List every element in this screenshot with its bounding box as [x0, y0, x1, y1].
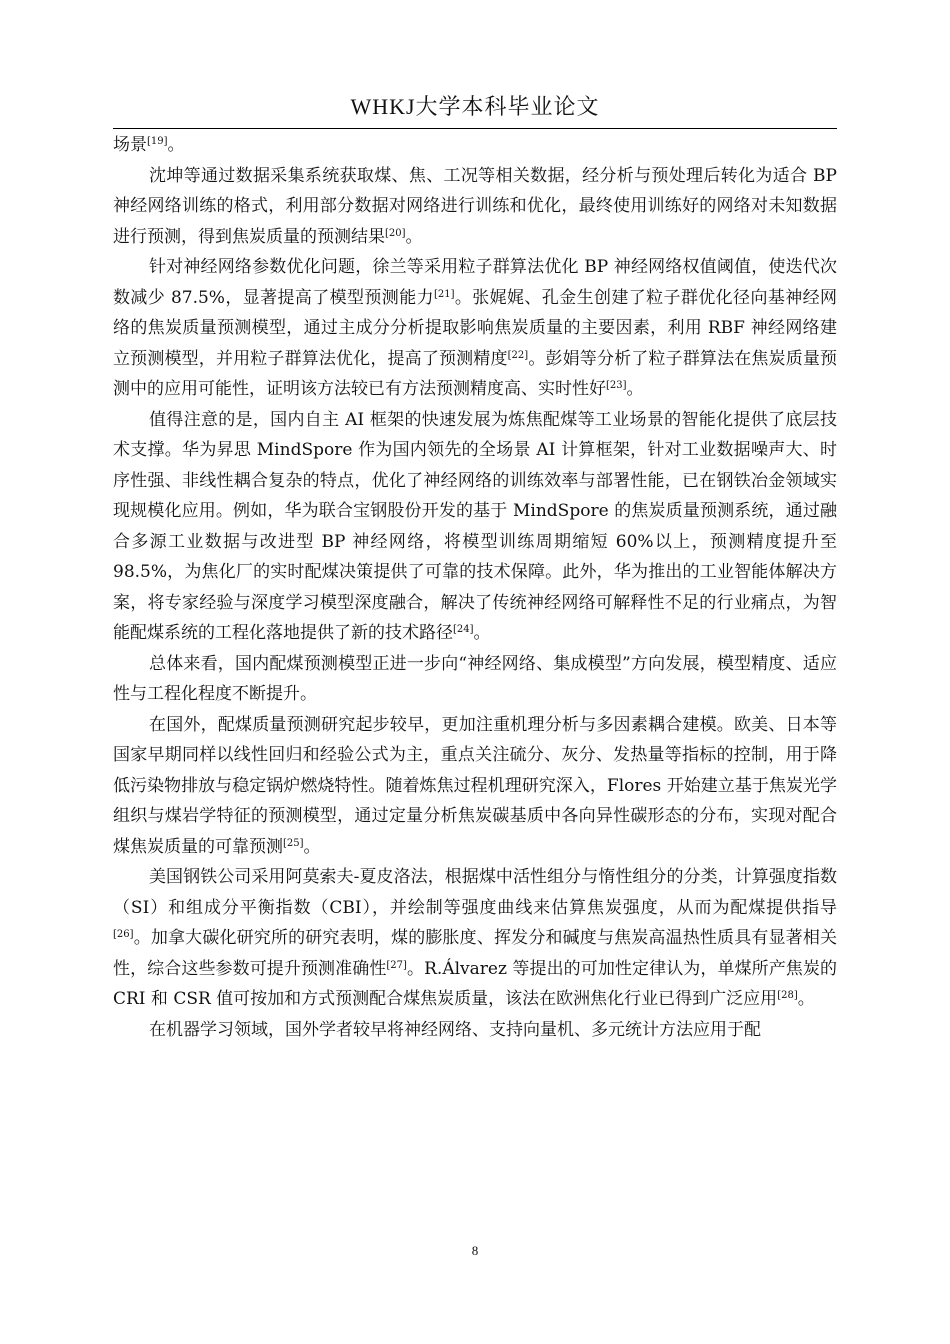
citation-ref: [21]	[433, 288, 455, 300]
citation-ref: [27]	[386, 959, 407, 971]
text-run: 。R.Álvarez 等提出的可加性定律认为，单煤所产焦炭的 CRI 和 CSR 值可按加和方式预测配合煤焦炭质量，该法在欧洲焦化行业已得到广泛应用	[113, 958, 837, 1009]
paragraph	[113, 710, 837, 863]
citation-ref: [19]	[147, 136, 168, 147]
paragraph	[113, 649, 837, 710]
body-text	[113, 130, 837, 1045]
header-rule	[113, 128, 837, 129]
text-run: 值得注意的是，国内自主 AI 框架的快速发展为炼焦配煤等工业场景的智能化提供了底层技术支撑。华为昇思 MindSpore 作为国内领先的全场景 AI 计算框架，针对工业数据噪声大、时序性强、非线性耦合复杂的特点，优化了神经网络的训练效率与部署性能，已在钢铁冶金领域实现规模化应用。例如，华为联合宝钢股份开发的基于 MindSpore 的焦炭质量预测系统，通过融合多源工业数据与改进型 BP 神经网络，将模型训练周期缩短 60%以上，预测精度提升至 98.5%，为焦化厂的实时配煤决策提供了可靠的技术保障。此外，华为推出的工业智能体解决方案，将专家经验与深度学习模型深度融合，解决了传统神经网络可解释性不足的行业痛点，为智能配煤系统的工程化落地提供了新的技术路径	[113, 409, 837, 643]
citation-ref: [20]	[385, 227, 406, 239]
text-run: 。	[405, 226, 423, 247]
text-run: 。	[626, 379, 644, 399]
paragraph	[113, 405, 837, 649]
running-header	[113, 92, 837, 128]
citation-ref: [25]	[283, 837, 304, 849]
paragraph	[113, 161, 837, 253]
text-run: 。	[167, 135, 185, 155]
text-run: 。张娓娓、孔金生创建了粒子群优化径向基神经网络的焦炭质量预测模型，通过主成分分析提取影响焦炭质量的主要因素，利用 RBF 神经网络建立预测模型，并用粒子群算法优化，提高了预测精度	[113, 287, 837, 369]
text-run: 。加拿大碳化研究所的研究表明，煤的膨胀度、挥发分和碱度与焦炭高温热性质具有显著相关性，综合这些参数可提升预测准确性	[113, 928, 837, 979]
paragraph	[113, 1015, 837, 1046]
citation-ref: [28]	[777, 990, 798, 1001]
paragraph	[113, 862, 837, 1015]
header-title: WHKJ大学本科毕业论文	[350, 94, 600, 119]
text-run: 沈坤等通过数据采集系统获取煤、焦、工况等相关数据，经分析与预处理后转化为适合 BP 神经网络训练的格式，利用部分数据对网络进行训练和优化，最终使用训练好的网络对未知数据进行预测，得到焦炭质量的预测结果	[113, 165, 837, 247]
text-run: 。彭娟等分析了粒子群算法在焦炭质量预测中的应用可能性，证明该方法较已有方法预测精度高、实时性好	[113, 348, 838, 399]
citation-ref: [24]	[453, 624, 474, 635]
paragraph	[113, 252, 837, 405]
citation-ref: [22]	[507, 349, 529, 361]
text-run: 总体来看，国内配煤预测模型正进一步向“神经网络、集成模型”方向发展，模型精度、适应性与工程化程度不断提升。	[113, 653, 837, 704]
text-run: 场景	[113, 135, 147, 155]
text-run: 。	[303, 836, 321, 857]
citation-ref: [23]	[606, 380, 627, 391]
citation-ref: [26]	[113, 929, 134, 940]
text-run: 。	[473, 623, 491, 643]
text-run: 针对神经网络参数优化问题，徐兰等采用粒子群算法优化 BP 神经网络权值阈值，使迭代次数减少 87.5%，显著提高了模型预测能力	[113, 257, 837, 308]
text-run: 在机器学习领域，国外学者较早将神经网络、支持向量机、多元统计方法应用于配	[149, 1019, 761, 1040]
text-run: 在国外，配煤质量预测研究起步较早，更加注重机理分析与多因素耦合建模。欧美、日本等国家早期同样以线性回归和经验公式为主，重点关注硫分、灰分、发热量等指标的控制，用于降低污染物排放与稳定锅炉燃烧特性。随着炼焦过程机理研究深入，Flores 开始建立基于焦炭光学组织与煤岩学特征的预测模型，通过定量分析焦炭碳基质中各向异性碳形态的分布，实现对配合煤焦炭质量的可靠预测	[113, 714, 837, 857]
paragraph	[113, 130, 837, 161]
page-number: 8	[471, 1243, 479, 1258]
text-run: 。	[797, 989, 815, 1009]
text-run: 美国钢铁公司采用阿莫索夫-夏皮洛法，根据煤中活性组分与惰性组分的分类，计算强度指数（SI）和组成分平衡指数（CBI），并绘制等强度曲线来估算焦炭强度，从而为配煤提供指导	[113, 867, 837, 918]
